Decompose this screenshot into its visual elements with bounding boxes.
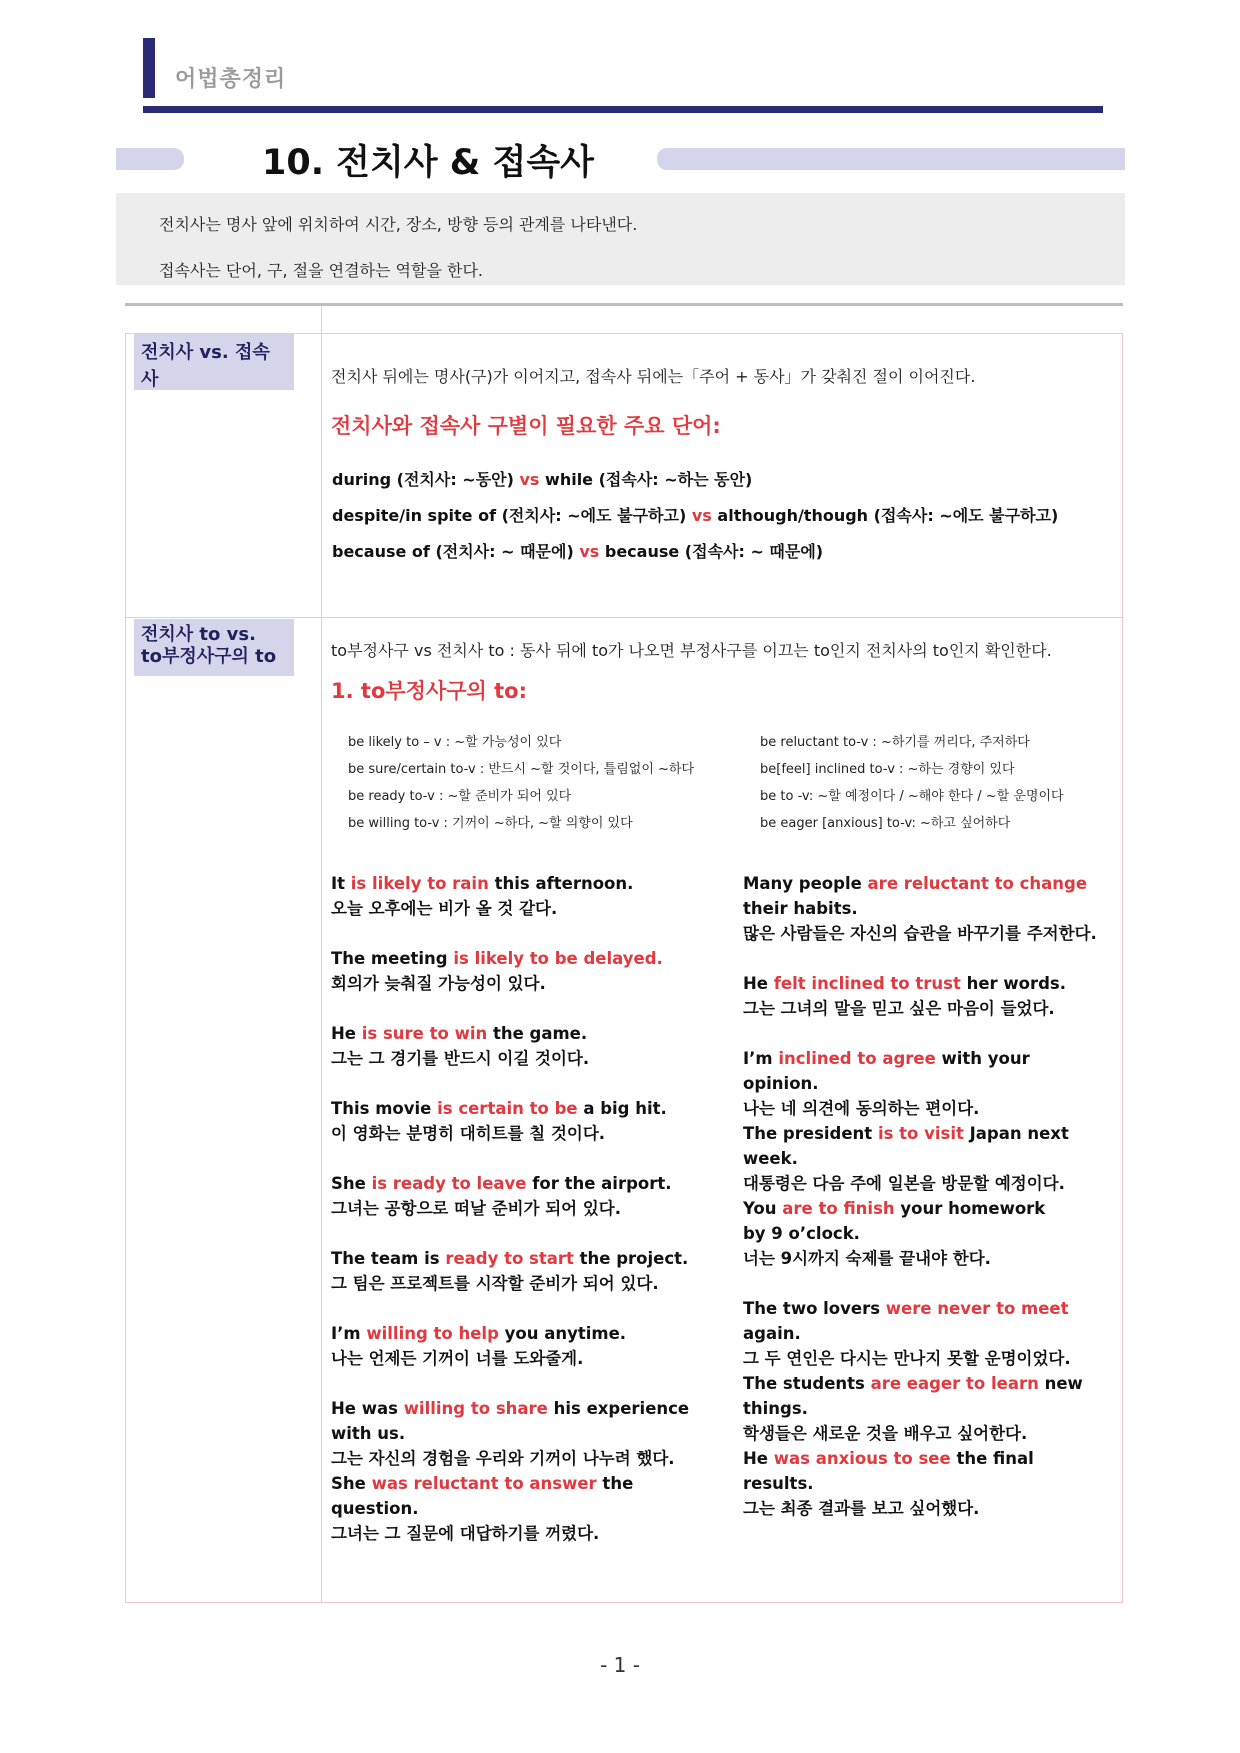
example-translation: 오늘 오후에는 비가 올 것 같다. — [331, 899, 558, 918]
vocab-item: be sure/certain to-v : 반드시 ~할 것이다, 틀림없이 ~하다 — [348, 762, 695, 777]
vocab-item: be to -v: ~할 예정이다 / ~해야 한다 / ~할 운명이다 — [760, 789, 1064, 804]
example-text: the project. — [573, 1249, 689, 1268]
example-text: The students — [743, 1374, 871, 1393]
example-text: Japan next week. — [743, 1124, 1069, 1168]
example-text: It — [331, 874, 351, 893]
example-sentence — [743, 1371, 1123, 1446]
example-text: You — [743, 1199, 783, 1218]
example-highlight: ready to start — [445, 1249, 574, 1268]
example-text: you anytime. — [498, 1324, 627, 1343]
vocab-item: be reluctant to-v : ~하기를 꺼리다, 주저하다 — [760, 735, 1030, 750]
example-sentence — [331, 1471, 701, 1546]
chapter-title: 10. 전치사 & 접속사 — [262, 143, 594, 183]
example-text: The two lovers — [743, 1299, 886, 1318]
intro-line-2: 접속사는 단어, 구, 절을 연결하는 역할을 한다. — [159, 261, 483, 280]
example-translation: 그 두 연인은 다시는 만나지 못할 운명이었다. — [743, 1349, 1071, 1368]
example-text: He — [743, 1449, 774, 1468]
example-text: The team is — [331, 1249, 446, 1268]
header-title: 어법총정리 — [175, 67, 287, 92]
example-translation: 나는 네 의견에 동의하는 편이다. — [743, 1099, 980, 1118]
example-text: your homework by 9 o’clock. — [743, 1199, 1046, 1243]
section2-label-line1: 전치사 to vs. — [141, 624, 256, 645]
example-sentence — [743, 1446, 1103, 1521]
example-highlight: is sure to win — [361, 1024, 488, 1043]
example-translation: 그 팀은 프로젝트를 시작할 준비가 되어 있다. — [331, 1274, 659, 1293]
example-text: her words. — [960, 974, 1067, 993]
example-sentence — [743, 1196, 1073, 1271]
example-text: a big hit. — [577, 1099, 667, 1118]
section2-heading: 1. to부정사구의 to: — [331, 679, 527, 703]
example-text: She — [331, 1174, 372, 1193]
section2-label-line2: to부정사구의 to — [141, 646, 277, 667]
example-highlight: willing to share — [403, 1399, 548, 1418]
vs-label: vs — [691, 506, 712, 525]
example-text: the final results. — [743, 1449, 1034, 1493]
example-translation: 그는 그녀의 말을 믿고 싶은 마음이 들었다. — [743, 999, 1055, 1018]
vocab-item: be eager [anxious] to-v: ~하고 싶어하다 — [760, 816, 1011, 831]
example-sentence — [331, 1096, 701, 1146]
conjunction-term: although/though (접속사: ~에도 불구하고) — [717, 506, 1059, 525]
vocab-item: be willing to-v : 기꺼이 ~하다, ~할 의향이 있다 — [348, 816, 633, 831]
example-sentence — [743, 971, 1103, 1021]
conjunction-term: while (접속사: ~하는 동안) — [545, 470, 753, 489]
example-highlight: is certain to be — [437, 1099, 578, 1118]
vs-label: vs — [579, 542, 600, 561]
vocab-item: be ready to-v : ~할 준비가 되어 있다 — [348, 789, 572, 804]
example-text: I’m — [331, 1324, 367, 1343]
example-sentence — [743, 1296, 1103, 1371]
example-text: He was — [331, 1399, 404, 1418]
preposition-term: because of (전치사: ~ 때문에) — [332, 542, 574, 561]
example-text: this afternoon. — [488, 874, 634, 893]
example-text: He — [743, 974, 774, 993]
example-translation: 나는 언제든 기꺼이 너를 도와줄게. — [331, 1349, 584, 1368]
example-translation: 회의가 늦춰질 가능성이 있다. — [331, 974, 546, 993]
section1-description: 전치사 뒤에는 명사(구)가 이어지고, 접속사 뒤에는「주어 + 동사」가 갖춰진 절이 이어진다. — [331, 367, 976, 386]
example-highlight: is likely to rain — [350, 874, 489, 893]
vocab-item: be likely to – v : ~할 가능성이 있다 — [348, 735, 562, 750]
page-number: - 1 - — [600, 1653, 640, 1677]
example-highlight: are reluctant to change — [867, 874, 1088, 893]
example-text: again. — [743, 1324, 801, 1343]
example-sentence — [331, 1021, 701, 1071]
section2-description: to부정사구 vs 전치사 to : 동사 뒤에 to가 나오면 부정사구를 이끄는 to인지 전치사의 to인지 확인한다. — [331, 641, 1052, 660]
example-sentence — [331, 1321, 701, 1371]
example-sentence — [743, 1046, 1103, 1121]
example-text: the game. — [487, 1024, 588, 1043]
example-sentence — [743, 1121, 1103, 1196]
preposition-term: despite/in spite of (전치사: ~에도 불구하고) — [332, 506, 687, 525]
example-highlight: is to visit — [877, 1124, 964, 1143]
example-highlight: felt inclined to trust — [773, 974, 961, 993]
example-text: the question. — [331, 1474, 634, 1518]
vs-label: vs — [519, 470, 540, 489]
example-text: She — [331, 1474, 372, 1493]
example-sentence — [743, 871, 1103, 946]
example-text: This movie — [331, 1099, 438, 1118]
header-rule — [143, 106, 1103, 113]
header-accent-bar — [143, 38, 155, 98]
example-translation: 그녀는 그 질문에 대답하기를 꺼렸다. — [331, 1524, 600, 1543]
example-sentence — [331, 871, 701, 921]
example-highlight: willing to help — [366, 1324, 499, 1343]
example-highlight: was reluctant to answer — [371, 1474, 597, 1493]
example-highlight: inclined to agree — [778, 1049, 936, 1068]
example-translation: 이 영화는 분명히 대히트를 칠 것이다. — [331, 1124, 606, 1143]
example-translation: 그는 자신의 경험을 우리와 기꺼이 나누려 했다. — [331, 1449, 675, 1468]
example-highlight: is likely to be delayed. — [453, 949, 663, 968]
example-text: I’m — [743, 1049, 779, 1068]
example-sentence — [331, 946, 701, 996]
example-translation: 대통령은 다음 주에 일본을 방문할 예정이다. — [743, 1174, 1065, 1193]
example-translation: 그녀는 공항으로 떠날 준비가 되어 있다. — [331, 1199, 622, 1218]
example-text: Many people — [743, 874, 868, 893]
example-sentence — [331, 1396, 701, 1471]
example-text: The meeting — [331, 949, 454, 968]
comparison-row — [332, 539, 823, 562]
intro-line-1: 전치사는 명사 앞에 위치하여 시간, 장소, 방향 등의 관계를 나타낸다. — [159, 215, 638, 234]
example-translation: 학생들은 새로운 것을 배우고 싶어한다. — [743, 1424, 1028, 1443]
section1-label — [134, 333, 294, 390]
preposition-term: during (전치사: ~동안) — [332, 470, 514, 489]
title-band-right — [657, 148, 1125, 170]
example-highlight: is ready to leave — [371, 1174, 527, 1193]
example-translation: 그는 최종 결과를 보고 싶어했다. — [743, 1499, 980, 1518]
example-highlight: were never to meet — [885, 1299, 1069, 1318]
section2-label — [134, 619, 294, 676]
example-translation: 그는 그 경기를 반드시 이길 것이다. — [331, 1049, 590, 1068]
example-text: The president — [743, 1124, 878, 1143]
example-highlight: are eager to learn — [870, 1374, 1039, 1393]
example-text: with your opinion. — [743, 1049, 1030, 1093]
example-translation: 너는 9시까지 숙제를 끝내야 한다. — [743, 1249, 991, 1268]
title-band-left — [116, 148, 184, 170]
example-highlight: are to finish — [782, 1199, 895, 1218]
conjunction-term: because (접속사: ~ 때문에) — [604, 542, 824, 561]
section-divider — [125, 303, 1123, 306]
example-text: new things. — [743, 1374, 1083, 1418]
example-text: for the airport. — [526, 1174, 672, 1193]
table-column-divider — [321, 306, 322, 1603]
example-highlight: was anxious to see — [773, 1449, 951, 1468]
example-translation: 많은 사람들은 자신의 습관을 바꾸기를 주저한다. — [743, 924, 1097, 943]
example-sentence — [331, 1246, 701, 1296]
example-text: his experience with us. — [331, 1399, 690, 1443]
example-text: their habits. — [743, 899, 858, 918]
section1-label-text: 전치사 vs. 접속사 — [141, 342, 270, 390]
comparison-row — [332, 503, 1058, 526]
example-text: He — [331, 1024, 362, 1043]
comparison-row — [332, 467, 752, 490]
section1-heading: 전치사와 접속사 구별이 필요한 주요 단어: — [331, 414, 721, 438]
vocab-item: be[feel] inclined to-v : ~하는 경향이 있다 — [760, 762, 1015, 777]
example-sentence — [331, 1171, 701, 1221]
table-row-divider — [125, 617, 1123, 618]
